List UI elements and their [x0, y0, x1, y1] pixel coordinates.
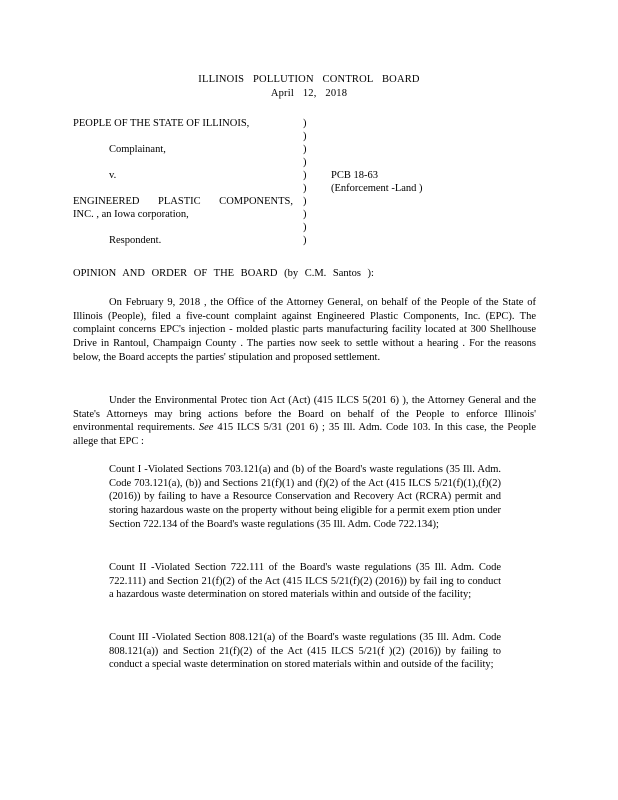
count-1: Count I -Violated Sections 703.121(a) and (b) of the Board's waste regulations (35 Ill. Adm. Code 703.121(a), (b)) and Sections 21(f)(1) and (f)(2) of the Act (415 ILCS 5/21(f)(1),(f)(2) (2016)) by failing to have a Resource Conservation and Recovery Act (RCRA) permit and storing hazardous waste on the property without being eligible for a permit exem ption under Section 722.134 of the Board's waste regulations (35 Ill. Adm. Code 722.134); [109, 464, 501, 530]
complainant-role: Complainant, [109, 144, 166, 155]
opinion-title: OPINION AND ORDER OF THE BOARD (by C.M. Santos ): [73, 268, 374, 279]
case-type: (Enforcement -Land ) [331, 183, 423, 194]
authority-text-b: 415 ILCS 5/31 (201 6) ; 35 Ill. Adm. Code 103. In this case, the People allege that EPC : [73, 422, 537, 447]
respondent-role: Respondent. [109, 235, 162, 246]
respondent-name-line2: INC. , an Iowa corporation, [73, 209, 189, 220]
authority-text-a: Under the Environmental Protec tion Act (Act) (415 ILCS 5(201 6) ), the Attorney General and the State's Attorneys may bring actions before the Board on behalf of the People to enforce Illinois' environmental requirements. [73, 395, 536, 434]
case-number: PCB 18-63 [331, 170, 378, 181]
respondent-name-line1: ENGINEERED PLASTIC COMPONENTS, [73, 196, 293, 207]
count-3: Count III -Violated Section 808.121(a) of the Board's waste regulations (35 Ill. Adm. Code 808.121(a)) and Section 21(f)(2) of the Act (415 ILCS 5/21(f )(2) (2016)) by failing to conduct a special waste determination on stored materials within and outside of the facility; [109, 632, 501, 671]
agency-name: ILLINOIS POLLUTION CONTROL BOARD [198, 74, 420, 85]
versus: v. [109, 170, 117, 181]
paragraph-background: On February 9, 2018 , the Office of the Attorney General, on behalf of the People of the State of Illinois (People), filed a five-count complaint against Engineered Plastic Components, Inc. (EPC). The complaint concerns EPC's injection - molded plastic parts manufacturing facility located at 300 Shellhouse Drive in Rantoul, Champaign County . The parties now seek to settle without a hearing . For the reasons below, the Board accepts the parties' stipulation and proposed settlement. [73, 297, 536, 363]
caption-case-info [331, 169, 531, 195]
document-date: April 12, 2018 [270, 87, 348, 99]
caption-parentheses: ) ) ) ) ) ) ) ) ) ) [303, 118, 307, 246]
caption-parties [73, 117, 293, 247]
complainant-name: PEOPLE OF THE STATE OF ILLINOIS, [73, 118, 250, 129]
paragraph-authority [73, 394, 536, 449]
count-2: Count II -Violated Section 722.111 of the Board's waste regulations (35 Ill. Adm. Code 722.111) and Section 21(f)(2) of the Act (415 ILCS 5/21(f)(2) (2016)) by fail ing to conduct a hazardous waste determination on stored materials within and outside of the facility; [109, 562, 501, 601]
see-signal: See [198, 422, 214, 434]
document-header [0, 73, 618, 100]
